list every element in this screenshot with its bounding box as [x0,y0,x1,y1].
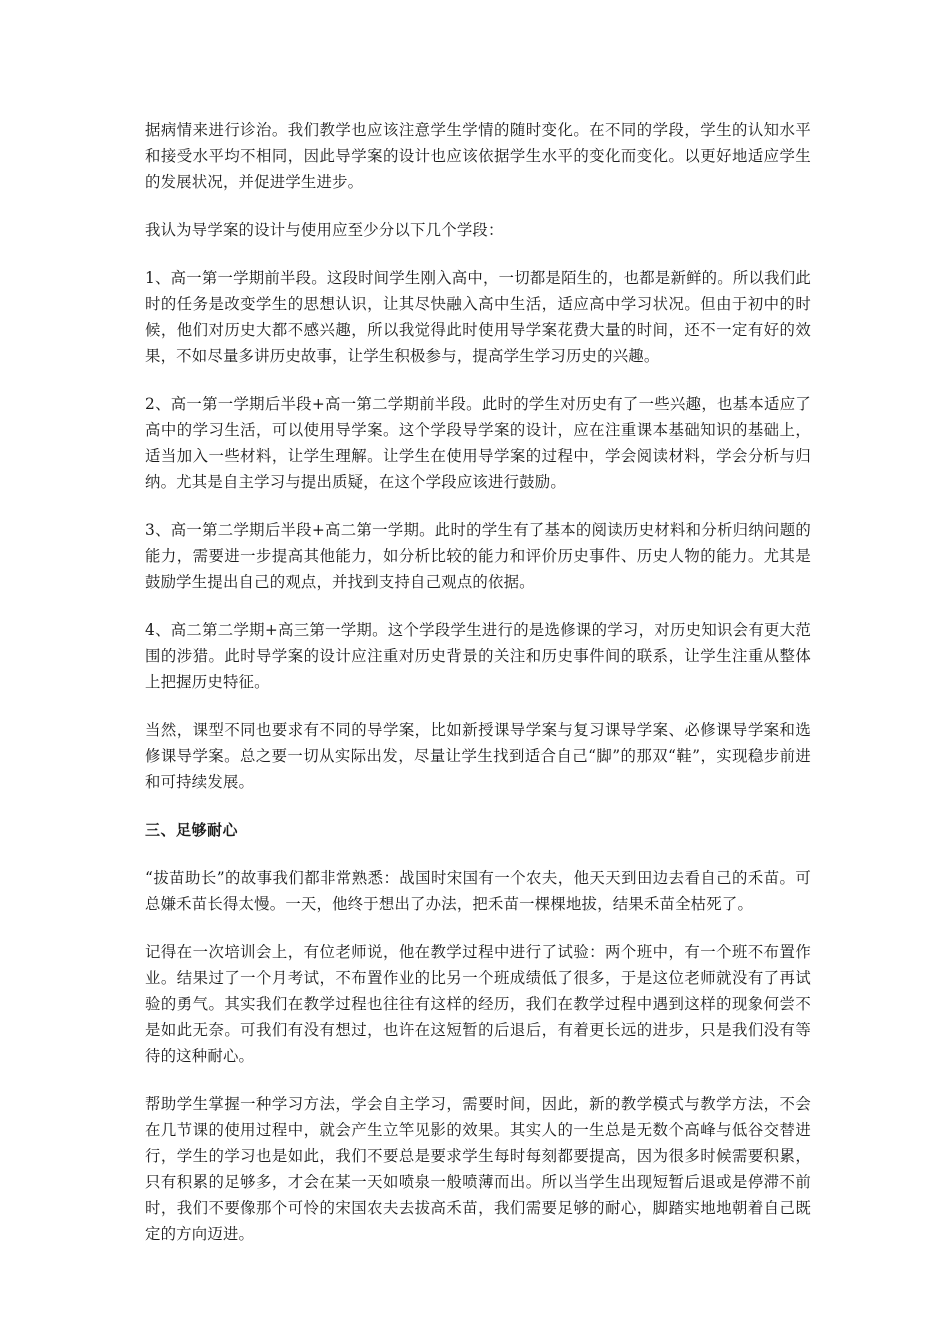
paragraph-training-anecdote: 记得在一次培训会上，有位老师说，他在教学过程中进行了试验：两个班中，有一个班不布置作业。结果过了一个月考试，不布置作业的比另一个班成绩低了很多，于是这位老师就没有了再试验的勇气。其实我们在教学过程也往往有这样的经历，我们在教学过程中遇到这样的现象何尝不是如此无奈。可我们有没有想过，也许在这短暂的后退后，有着更长远的进步，只是我们没有等待的这种耐心。 [145,943,811,1065]
document-page [145,117,811,1269]
paragraph-stage-1: 1、高一第一学期前半段。这段时间学生刚入高中，一切都是陌生的，也都是新鲜的。所以我们此时的任务是改变学生的思想认识，让其尽快融入高中生活，适应高中学习状况。但由于初中的时候，他们对历史大都不感兴趣，所以我觉得此时使用导学案花费大量的时间，还不一定有好的效果，不如尽量多讲历史故事，让学生积极参与，提高学生学习历史的兴趣。 [145,269,811,365]
paragraph-intro-continued: 据病情来进行诊治。我们教学也应该注意学生学情的随时变化。在不同的学段，学生的认知水平和接受水平均不相同，因此导学案的设计也应该依据学生水平的变化而变化。以更好地适应学生的发展状况，并促进学生进步。 [145,121,811,191]
paragraph-story: “拔苗助长”的故事我们都非常熟悉：战国时宋国有一个农夫，他天天到田边去看自己的禾苗。可总嫌禾苗长得太慢。一天，他终于想出了办法，把禾苗一棵棵地拔，结果禾苗全枯死了。 [145,869,811,913]
paragraph-stage-4: 4、高二第二学期+高三第一学期。这个学段学生进行的是选修课的学习，对历史知识会有更大范围的涉猎。此时导学案的设计应注重对历史背景的关注和历史事件间的联系，让学生注重从整体上把握历史特征。 [145,621,811,691]
paragraph-stage-3: 3、高一第二学期后半段+高二第一学期。此时的学生有了基本的阅读历史材料和分析归纳问题的能力，需要进一步提高其他能力，如分析比较的能力和评价历史事件、历史人物的能力。尤其是鼓励学生提出自己的观点，并找到支持自己观点的依据。 [145,521,811,591]
paragraph-summary: 当然，课型不同也要求有不同的导学案，比如新授课导学案与复习课导学案、必修课导学案和选修课导学案。总之要一切从实际出发，尽量让学生找到适合自己“脚”的那双“鞋”，实现稳步前进和可持续发展。 [145,721,811,791]
paragraph-conclusion: 帮助学生掌握一种学习方法，学会自主学习，需要时间，因此，新的教学模式与教学方法，不会在几节课的使用过程中，就会产生立竿见影的效果。其实人的一生总是无数个高峰与低谷交替进行，学生的学习也是如此，我们不要总是要求学生每时每刻都要提高，因为很多时候需要积累，只有积累的足够多，才会在某一天如喷泉一般喷薄而出。所以当学生出现短暂后退或是停滞不前时，我们不要像那个可怜的宋国农夫去拔高禾苗，我们需要足够的耐心，脚踏实地地朝着自己既定的方向迈进。 [145,1095,811,1243]
paragraph-stage-2: 2、高一第一学期后半段+高一第二学期前半段。此时的学生对历史有了一些兴趣，也基本适应了高中的学习生活，可以使用导学案。这个学段导学案的设计，应在注重课本基础知识的基础上，适当加入一些材料，让学生理解。让学生在使用导学案的过程中，学会阅读材料，学会分析与归纳。尤其是自主学习与提出质疑，在这个学段应该进行鼓励。 [145,395,811,491]
paragraph-stages-intro: 我认为导学案的设计与使用应至少分以下几个学段： [145,221,504,239]
section-heading: 三、足够耐心 [145,821,239,839]
